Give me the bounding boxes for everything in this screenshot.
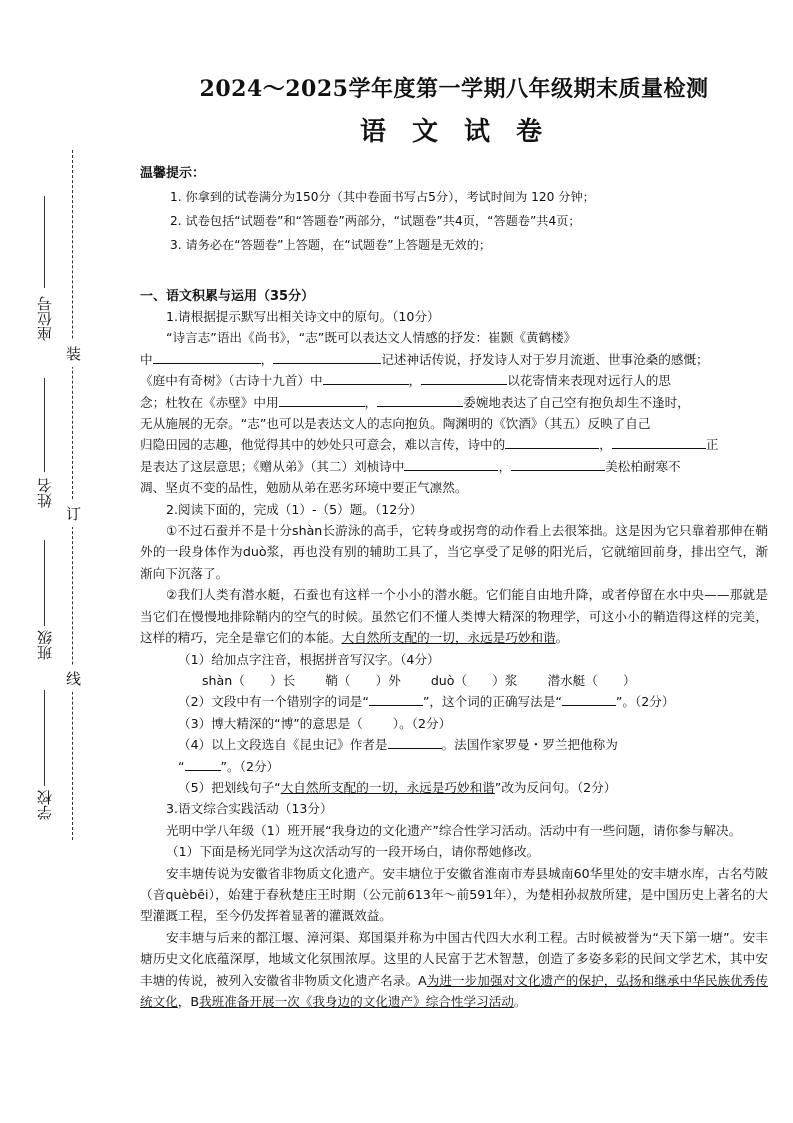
answer-blank[interactable]	[511, 456, 605, 471]
seat-number-label: 座位号	[36, 296, 54, 341]
pinyin-row	[140, 670, 768, 691]
tips-title: 温馨提示：	[140, 166, 206, 181]
name-label: 姓名	[36, 478, 54, 508]
answer-blank[interactable]	[562, 691, 616, 706]
answer-blank[interactable]	[404, 456, 498, 471]
question-1-line: 无从施展的无奈。“志”也可以是表达文人的志向抱负。陶渊明的《饮酒》（其五）反映了自己	[140, 416, 651, 432]
tip-item: 2. 试卷包括“试题卷”和“答题卷”两部分，“试题卷”共4页，“答题卷”共4页；	[170, 214, 581, 228]
question-2-stem: 2.阅读下面的，完成（1）-（5）题。（12分）	[166, 501, 423, 517]
question-1-line: 归隐田园的志趣，他觉得其中的妙处只可意会，难以言传，诗中的 ， 正	[140, 434, 768, 455]
underlined-sentence-a: 为进一步加强对文化遗产的保护，弘扬和继承中华民族优秀传统文化	[140, 972, 768, 1009]
question-3-intro: 光明中学八年级（1）班开展“我身边的文化遗产”综合性学习活动。活动中有一些问题，请你参与解决。	[166, 822, 742, 838]
underlined-sentence-b: 我班准备开展一次《我身边的文化遗产》综合性学习活动	[199, 994, 514, 1009]
subquestion-3: （3）博大精深的“博”的意思是（ ）。（2分）	[178, 715, 452, 731]
subquestion-4-cont: “ ”。（2分）	[140, 756, 768, 777]
subquestion-3-1: （1）下面是杨光同学为这次活动写的一段开场白，请你帮她修改。	[166, 844, 540, 860]
pinyin-item[interactable]: duò（ ）浆	[430, 672, 518, 688]
tip-item: 3. 请务必在“答题卷”上答题，在“试题卷”上答题是无效的；	[170, 238, 492, 252]
seat-number-line[interactable]	[44, 196, 45, 288]
school-label: 学校	[36, 790, 54, 820]
answer-blank[interactable]	[612, 434, 706, 449]
class-line[interactable]	[44, 540, 45, 626]
answer-blank[interactable]	[388, 734, 442, 749]
section-title: 一、语文积累与运用（35分）	[140, 289, 315, 304]
answer-blank[interactable]	[505, 434, 599, 449]
class-label: 班级	[36, 630, 54, 660]
underlined-sentence: 大自然所支配的一切，永远是巧妙和谐	[341, 630, 556, 646]
pinyin-item[interactable]: shàn（ ）长	[202, 672, 296, 688]
question-1-line: 凋、坚贞不变的品性，勉励从弟在恶劣环境中要正气凛然。	[140, 480, 468, 496]
name-line[interactable]	[44, 378, 45, 472]
question-1-text: “诗言志”语出《尚书》，“志”既可以表达文人情感的抒发：崔颢《黄鹤楼》	[166, 330, 577, 346]
subquestion-5: （5）把划线句子“大自然所支配的一切，永远是巧妙和谐”改为反问句。（2分）	[178, 779, 617, 795]
binding-margin	[0, 0, 120, 1123]
school-line[interactable]	[44, 690, 45, 786]
bind-char-xian: 线	[66, 665, 81, 692]
question-1-line: 中 ， 记述神话传说，抒发诗人对于岁月流逝、世事沧桑的感慨；	[140, 349, 768, 370]
reading-paragraph-1: ①不过石蚕并不是十分shàn长游泳的高手，它转身或拐弯的动作看上去很笨拙。这是因为它只靠着那伸在鞘外的一段身体作为duò浆，再也没有别的辅助工具了，当它享受了足够的阳光后，它就缩回前身，排出空气，渐渐向下沉落了。	[140, 523, 768, 581]
answer-blank[interactable]	[377, 392, 463, 407]
opening-paragraph-2: 安丰塘与后来的都江堰、漳河渠、郑国渠并称为中国古代四大水利工程。古时候被誉为“天下第一塘”。安丰塘历史文化底蕴深厚，地域文化氛围浓厚。这里的人民富于艺术智慧，创造了多姿多彩的民间文学艺术，其中安丰塘的传说，被列入安徽省非物质文化遗产名录。A为进一步加强对文化遗产的保护，弘扬和继承中华民族优秀传统文化，B我班准备开展一次《我身边的文化遗产》综合性学习活动。	[140, 929, 768, 1009]
subquestion-4: （4）以上文段选自《昆虫记》作者是 。法国作家罗曼・罗兰把他称为	[140, 734, 768, 755]
exam-page	[140, 72, 768, 1012]
answer-blank[interactable]	[323, 370, 409, 385]
question-1-line: 念；杜牧在《赤壁》中用 ， 委婉地表达了自己空有抱负却生不逢时，	[140, 392, 768, 413]
tip-item: 1. 你拿到的试卷满分为150分（其中卷面书写占5分），考试时间为 120 分钟；	[170, 190, 595, 204]
question-1-stem: 1.请根据提示默写出相关诗文中的原句。（10分）	[166, 309, 440, 324]
question-1-line: 《庭中有奇树》（古诗十九首）中 ， 以花寄情来表现对远行人的思	[140, 370, 768, 391]
pinyin-item[interactable]: 潜水艇（ ）	[547, 672, 636, 688]
question-1-line: 是表达了这层意思；《赠从弟》（其二）刘桢诗中 ， 美松柏耐寒不	[140, 456, 768, 477]
exam-title: 2024～2025学年度第一学期八年级期末质量检测	[199, 76, 709, 102]
subquestion-2: （2）文段中有一个错别字的词是“ ”，这个词的正确写法是“ ”。（2分）	[140, 691, 768, 712]
pinyin-item[interactable]: 鞘（ ）外	[325, 672, 401, 688]
bind-char-ding: 订	[66, 500, 81, 527]
answer-blank[interactable]	[279, 392, 365, 407]
opening-paragraph-1: 安丰塘传说为安徽省非物质文化遗产。安丰塘位于安徽省淮南市寿县城南60华里处的安丰塘水库，古名芍陂（音quèbēi），始建于春秋楚庄王时期（公元前613年～前591年），为楚相孙叔敖所建，是中国历史上著名的大型灌溉工程，至今仍发挥着显著的灌溉效益。	[140, 865, 768, 924]
answer-blank[interactable]	[421, 370, 507, 385]
answer-blank[interactable]	[273, 349, 381, 364]
answer-blank[interactable]	[369, 691, 423, 706]
answer-blank[interactable]	[153, 349, 261, 364]
subquestion-1: （1）给加点字注音，根据拼音写汉字。（4分）	[178, 651, 440, 667]
subject-title: 语文试卷	[359, 117, 568, 147]
bind-char-zhuang: 装	[66, 340, 81, 367]
binding-dashed-line	[72, 150, 73, 840]
question-3-stem: 3.语文综合实践活动（13分）	[166, 801, 333, 817]
reading-paragraph-2: ②我们人类有潜水艇，石蚕也有这样一个小小的潜水艇。它们能自由地升降，或者停留在水中央——那就是当它们在慢慢地排除鞘内的空气的时候。虽然它们不懂人类博大精深的物理学，可这小小的鞘造得这样的完美，这样的精巧，完全是靠它们的本能。大自然所支配的一切，永远是巧妙和谐。	[140, 587, 768, 646]
answer-blank[interactable]	[185, 756, 221, 771]
